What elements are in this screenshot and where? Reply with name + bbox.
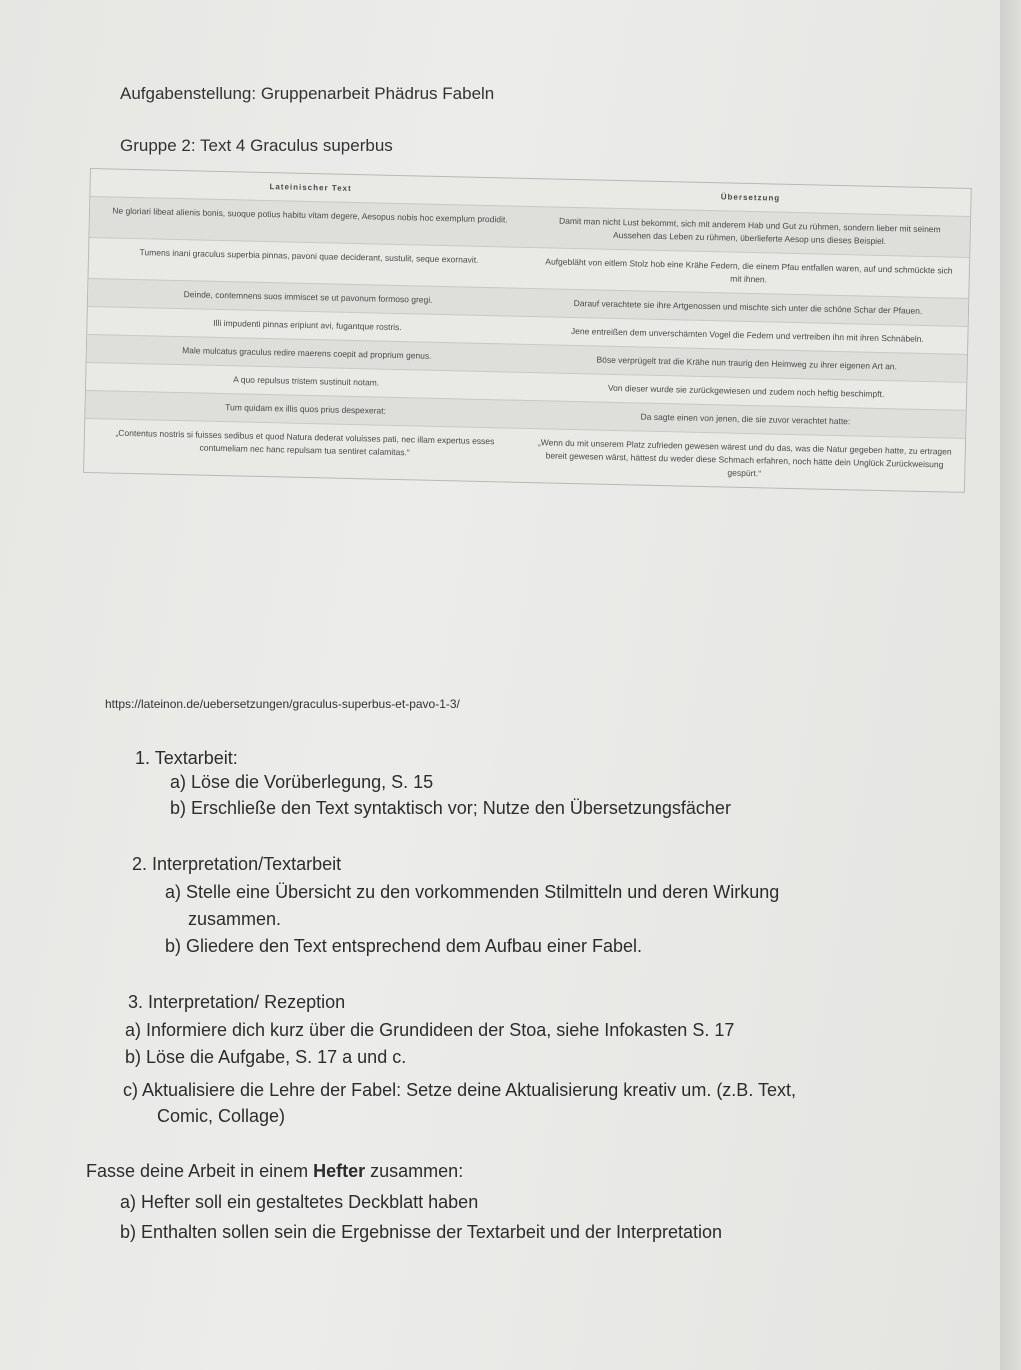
german-cell: Jene entreißen dem unverschämten Vogel die Federn und vertreiben ihn mit ihren Schnäbeln.: [570, 325, 924, 344]
latin-cell: Male mulcatus graculus redire maerens coepit ad proprium genus.: [182, 345, 432, 361]
task-2a: a) Stelle eine Übersicht zu den vorkommenden Stilmitteln und deren Wirkung: [165, 882, 780, 902]
task-3b: b) Löse die Aufgabe, S. 17 a und c.: [125, 1047, 407, 1067]
page-title: Aufgabenstellung: Gruppenarbeit Phädrus Fabeln: [120, 84, 495, 103]
header-german: Übersetzung: [720, 192, 781, 203]
task-3a: a) Informiere dich kurz über die Grundideen der Stoa, siehe Infokasten S. 17: [125, 1020, 735, 1040]
summary-lead-pre: Fasse deine Arbeit in einem: [86, 1161, 314, 1181]
german-cell: Aufgebläht von eitlem Stolz hob eine Krähe Federn, die einem Pfau entfallen waren, auf und schmückte sich mit ihnen.: [545, 256, 953, 285]
german-cell: Böse verprügelt trat die Krähe nun traurig den Heimweg zu ihrer eigenen Art an.: [596, 354, 898, 372]
latin-cell: Illi impudenti pinnas eripiunt avi, fugantque rostris.: [213, 317, 402, 333]
latin-cell: Ne gloriari libeat alienis bonis, suoque potius habitu vitam degere, Aesopus nobis hoc exemplum prodidit.: [112, 205, 508, 225]
group-title: Gruppe 2: Text 4 Graculus superbus: [120, 136, 393, 155]
task-2-heading: 2. Interpretation/Textarbeit: [132, 854, 342, 874]
german-cell: Da sagte einen von jenen, die sie zuvor verachtet hatte:: [640, 411, 851, 427]
german-cell: „Wenn du mit unserem Platz zufrieden gewesen wärest und du das, was die Natur gegeben hatte, zu ertragen bereit gewesen wärst, hättest du weder diese Schmach erfahren, noch hätte dein Unglück Zurückweisung gespürt.“: [537, 437, 952, 479]
german-cell: Darauf verachtete sie ihre Artgenossen und mischte sich unter die schöne Schar der Pfauen.: [573, 298, 923, 316]
translation-table: [83, 168, 972, 493]
latin-cell: A quo repulsus tristem sustinuit notam.: [233, 374, 380, 388]
task-2b: b) Gliedere den Text entsprechend dem Aufbau einer Fabel.: [165, 936, 642, 956]
latin-cell: „Contentus nostris si fuisses sedibus et quod Natura dederat voluisses pati, nec illam expertus esses contumeliam nec hanc repulsam tua sentiret calamitas.“: [115, 427, 495, 458]
summary-a: a) Hefter soll ein gestaltetes Deckblatt haben: [120, 1192, 479, 1212]
task-1-heading: 1. Textarbeit:: [135, 748, 238, 768]
header-latin: Lateinischer Text: [269, 182, 352, 193]
task-3-heading: 3. Interpretation/ Rezeption: [128, 992, 346, 1012]
task-2a-cont: zusammen.: [188, 909, 282, 929]
task-1b: b) Erschließe den Text syntaktisch vor; Nutze den Übersetzungsfächer: [170, 798, 731, 818]
summary-lead-post: zusammen:: [365, 1161, 464, 1181]
task-1a: a) Löse die Vorüberlegung, S. 15: [170, 772, 434, 792]
latin-cell: Deinde, contemnens suos immiscet se ut pavonum formoso gregi.: [183, 289, 433, 305]
summary-lead: [86, 1161, 463, 1182]
latin-cell: Tum quidam ex illis quos prius despexerat:: [225, 402, 387, 416]
task-3c-cont: Comic, Collage): [157, 1106, 286, 1126]
summary-b: b) Enthalten sollen sein die Ergebnisse der Textarbeit und der Interpretation: [120, 1222, 723, 1242]
paper-edge: [1000, 0, 1021, 1370]
summary-lead-bold: Hefter: [313, 1161, 366, 1181]
task-3c: c) Aktualisiere die Lehre der Fabel: Setze deine Aktualisierung kreativ um. (z.B. Text,: [123, 1080, 797, 1100]
latin-cell: Tumens inani graculus superbia pinnas, pavoni quae deciderant, sustulit, seque exornavit.: [139, 247, 479, 265]
german-cell: Von dieser wurde sie zurückgewiesen und zudem noch heftig beschimpft.: [607, 382, 885, 400]
source-link[interactable]: https://lateinon.de/uebersetzungen/graculus-superbus-et-pavo-1-3/: [105, 697, 460, 711]
german-cell: Damit man nicht Lust bekommt, sich mit anderem Hab und Gut zu rühmen, sondern lieber mit seinem Aussehen das Leben zu rühmen, überlieferte Aesop uns dieses Beispiel.: [558, 215, 941, 247]
